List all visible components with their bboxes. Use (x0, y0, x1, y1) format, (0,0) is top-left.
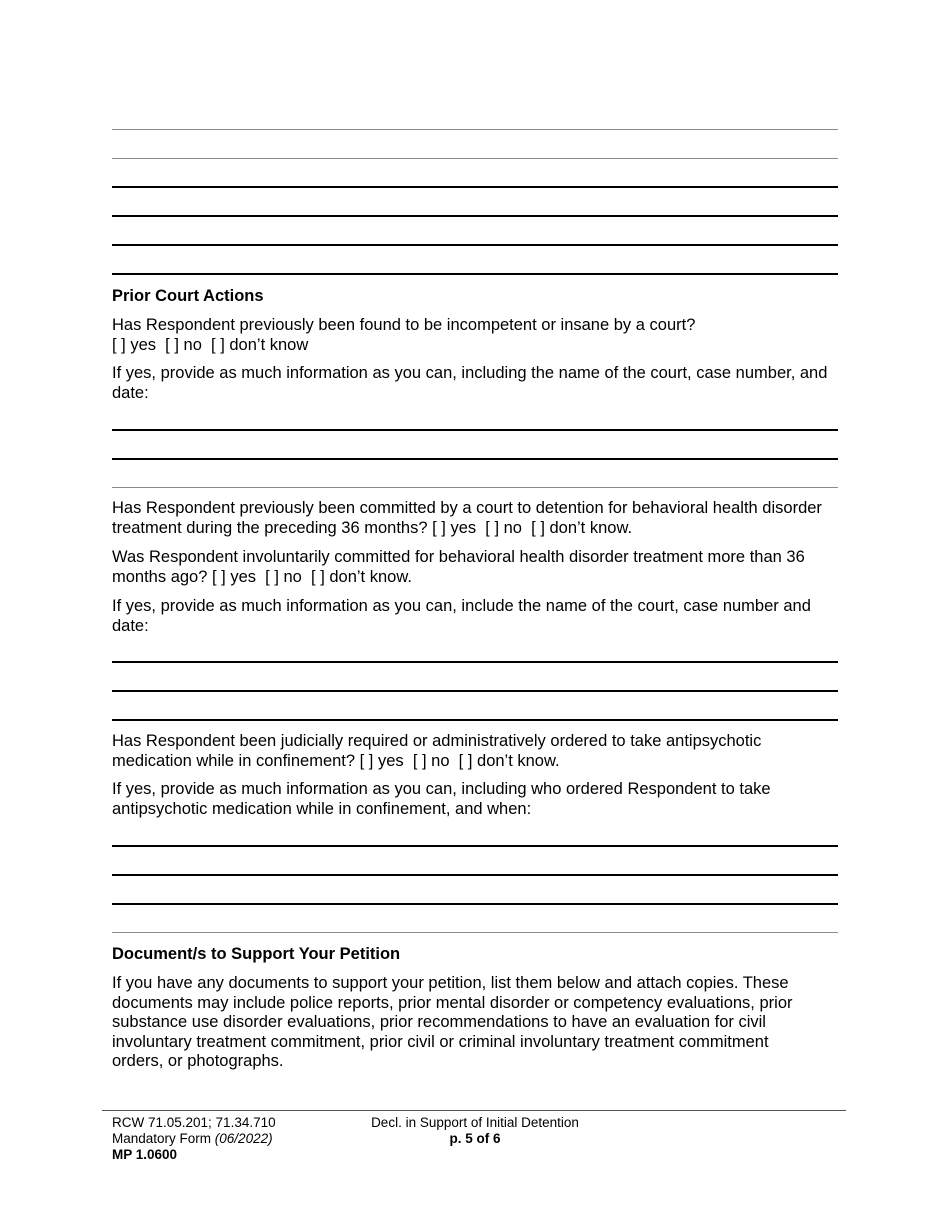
question-incompetent (112, 316, 842, 355)
question-committed-over-36-months: Was Respondent involuntarily committed for behavioral health disorder treatment more than 36 months ago? [ ] yes [ ] no [ ] don’t know. (112, 548, 810, 586)
followup-incompetent: If yes, provide as much information as you can, including the name of the court, case number, and date: (112, 364, 828, 402)
footer-form-number: MP 1.0600 (112, 1147, 178, 1162)
answer-line[interactable] (112, 158, 838, 159)
footer-page-number: p. 5 of 6 (449, 1131, 501, 1146)
question-committed-36-months: Has Respondent previously been committed by a court to detention for behavioral health disorder treatment during the preceding 36 months? [ ] yes [ ] no [ ] don’t know. (112, 499, 827, 537)
documents-instructions: If you have any documents to support your petition, list them below and attach copies. These documents may include police reports, prior mental disorder or competency evaluations, prior substance use disorder evaluations, prior recommendations to have an evaluation for civil involuntary treatment commitment, prior civil or criminal involuntary treatment commitment orders, or photographs. (112, 974, 793, 1070)
answer-line[interactable] (112, 458, 838, 460)
answer-line[interactable] (112, 903, 838, 905)
answer-line[interactable] (112, 719, 838, 721)
question-text: Has Respondent previously been found to be incompetent or insane by a court? (112, 316, 696, 334)
answer-line[interactable] (112, 932, 838, 933)
followup-committed: If yes, provide as much information as you can, include the name of the court, case number and date: (112, 597, 811, 635)
footer-rcw: RCW 71.05.201; 71.34.710 (112, 1115, 276, 1130)
section-heading-prior-court-actions: Prior Court Actions (112, 287, 264, 305)
question-antipsychotic: Has Respondent been judicially required or administratively ordered to take antipsychotic medication while in confinement? [ ] yes [ ] no [ ] don’t know. (112, 732, 766, 770)
answer-line[interactable] (112, 215, 838, 217)
answer-line[interactable] (112, 874, 838, 876)
section-heading-documents: Document/s to Support Your Petition (112, 945, 401, 963)
answer-line[interactable] (112, 661, 838, 663)
answer-line[interactable] (112, 186, 838, 188)
answer-line[interactable] (112, 690, 838, 692)
followup-antipsychotic: If yes, provide as much information as you can, including who ordered Respondent to take antipsychotic medication while in confinement, and when: (112, 780, 771, 818)
footer-divider (102, 1110, 846, 1111)
footer-document-title: Decl. in Support of Initial Detention (371, 1115, 579, 1130)
footer-form-date: (06/2022) (214, 1131, 273, 1146)
answer-line[interactable] (112, 845, 838, 847)
answer-line[interactable] (112, 129, 838, 130)
answer-options[interactable]: [ ] yes [ ] no [ ] don’t know (112, 335, 309, 354)
answer-line[interactable] (112, 429, 838, 431)
answer-line[interactable] (112, 244, 838, 246)
answer-line[interactable] (112, 487, 838, 488)
footer-form-info (112, 1115, 276, 1163)
footer-mandatory-form: Mandatory Form (06/2022) (112, 1131, 273, 1146)
answer-line[interactable] (112, 273, 838, 275)
footer-document-info (340, 1115, 610, 1147)
